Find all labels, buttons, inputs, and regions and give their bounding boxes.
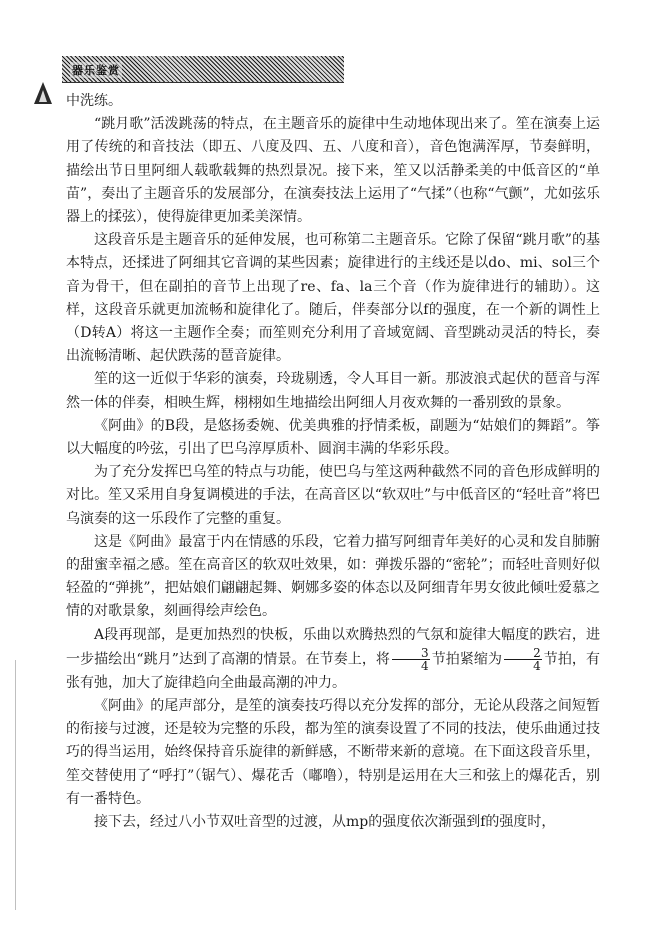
- paragraph: [66, 624, 600, 695]
- body-text: [66, 90, 600, 834]
- paragraph-text: 节拍，有张有弛，加大了旋律趋向全曲最高潮的冲力。: [66, 651, 600, 691]
- paragraph-text: 节拍紧缩为: [431, 651, 503, 668]
- time-signature-fraction: [392, 647, 430, 672]
- paragraph: 中洗练。: [66, 93, 122, 109]
- paragraph: 接下去，经过八小节双吐音型的过渡，从mp的强度依次渐强到f的强度时，: [94, 814, 556, 831]
- fraction-denominator: 4: [421, 658, 429, 673]
- header-band: [62, 56, 344, 83]
- corner-ornament-icon: [32, 80, 54, 106]
- fraction-numerator: 3: [392, 647, 430, 660]
- margin-rule: [15, 660, 16, 910]
- paragraph: 这段音乐是主题音乐的延伸发展，也可称第二主题音乐。它除了保留“跳月歌”的基本特点，还揉进了阿细其它音调的某些因素；旋律进行的主线还是以do、mi、sol三个音为骨干，但在副拍的音节上出现了re、fa、la三个音（作为旋律进行的辅助）。这样，这段音乐就更加流畅和旋律化了。随后，伴奏部分以f的强度，在一个新的调性上（D转A）将这一主题作全奏；而笙则充分利用了音域宽阔、音型跳动灵活的特长，奏出流畅清晰、起伏跌荡的琶音旋律。: [66, 232, 600, 365]
- paragraph-text: A段再现部，是更加热烈的快板，乐曲以欢腾热烈的气氛和旋律大幅度的跌宕，进一步描绘出“跳月”达到了高潮的情景。在节奏上，将: [66, 626, 600, 668]
- paragraph: 《阿曲》的B段，是悠扬委婉、优美典雅的抒情柔板，副题为“姑娘们的舞蹈”。筝以大幅度的吟弦，引出了巴乌淳厚质朴、圆润丰满的华彩乐段。: [66, 417, 600, 458]
- paragraph: 《阿曲》的尾声部分，是笙的演奏技巧得以充分发挥的部分，无论从段落之间短暂的衔接与过渡，还是较为完整的乐段，都为笙的演奏设置了不同的技法，使乐曲通过技巧的得当运用，始终保持音乐旋律的新鲜感，不断带来新的意境。在下面这段音乐里，笙交替使用了“呼打”（锯气）、爆花舌（嘟噜），特别是运用在大三和弦上的爆花舌，别有一番特色。: [66, 698, 600, 807]
- paragraph: 这是《阿曲》最富于内在情感的乐段，它着力描写阿细青年美好的心灵和发自肺腑的甜蜜幸福之感。笙在高音区的软双吐效果，如：弹拨乐器的“密轮”；而轻吐音则好似轻盈的“弹挑”，把姑娘们翩翩起舞、婀娜多姿的体态以及阿细青年男女彼此倾吐爱慕之情的对歌景象，刻画得绘声绘色。: [66, 533, 600, 620]
- paragraph: 笙的这一近似于华彩的演奏，玲珑剔透，令人耳目一新。那波浪式起伏的琶音与浑然一体的伴奏，相映生辉，栩栩如生地描绘出阿细人月夜欢舞的一番别致的景象。: [66, 371, 600, 411]
- paragraph: “跳月歌”活泼跳荡的特点，在主题音乐的旋律中生动地体现出来了。笙在演奏上运用了传统的和音技法（即五、八度及四、五、八度和音），音色饱满浑厚，节奏鲜明，描绘出节日里阿细人载歌载舞的热烈景况。接下来，笙又以活静柔美的中低音区的“单苗”，奏出了主题音乐的发展部分，在演奏技法上运用了“气揉”（也称“气颤”，尤如弦乐器上的揉弦），使得旋律更加柔美深情。: [66, 116, 600, 226]
- fraction-denominator: 4: [533, 658, 541, 673]
- time-signature-fraction: [504, 647, 542, 672]
- header-label: 器乐鉴赏: [72, 64, 120, 77]
- paragraph: 为了充分发挥巴乌笙的特点与功能，使巴乌与笙这两种截然不同的音色形成鲜明的对比。笙又采用自身复调模进的手法，在高音区以“软双吐”与中低音区的“轻吐音”将巴乌演奏的这一乐段作了完整的重复。: [66, 464, 600, 527]
- fraction-numerator: 2: [504, 647, 542, 660]
